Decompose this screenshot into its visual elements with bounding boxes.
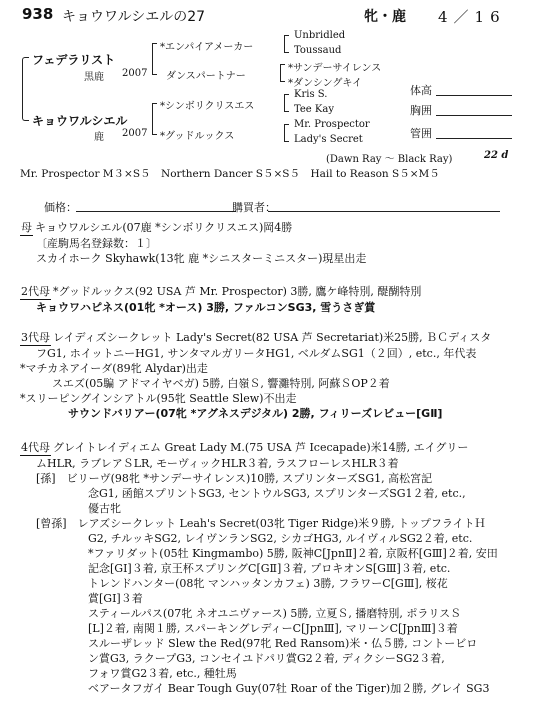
fourth-line-3: 念G1, 函館スプリントSG3, セントウルSG3, スプリンターズSG1２着, etc., xyxy=(88,487,466,500)
lot-number: 938 xyxy=(22,5,54,23)
fourth-line-13: スルーザレッド Slew the Red(97牝 Red Ransom)米・仏５勝, コントービロ xyxy=(88,637,478,650)
height-line xyxy=(436,95,512,96)
fourth-line-16: ベアータフガイ Bear Tough Guy(07牡 Roar of the Tiger)加２勝, グレイ SG3 xyxy=(88,682,490,695)
section-label: 母 xyxy=(21,221,32,234)
g3-1: Toussaud xyxy=(294,45,342,56)
dam-line-1: 〔産駒馬名登録数：１〕 xyxy=(36,237,157,250)
section-label: 2代母 xyxy=(21,285,50,298)
cannon-label: 管囲 xyxy=(410,127,432,140)
bracket xyxy=(280,64,285,82)
sire-year: 2007 xyxy=(122,68,148,79)
dam-text: キョウワルシエル(07鹿 *シンボリクリスエス)岡4勝 xyxy=(35,221,293,234)
dam-name: キョウワルシエル xyxy=(32,114,128,128)
fourth-line-12: [L]２着, 南関１勝, スパーキングレディーC[JpnⅢ], マリーンC[JpnⅢ]３着 xyxy=(88,622,458,635)
g3-4: Kris S. xyxy=(294,89,328,100)
bracket xyxy=(152,103,157,135)
sire-dam: ダンスパートナー xyxy=(166,71,246,82)
price-line xyxy=(76,211,236,212)
fourth-line-8: 記念[GⅠ]３着, 京王杯スプリングC[GⅡ]３着, プロキオンS[GⅢ]３着, etc. xyxy=(88,562,451,575)
g3-3: *ダンシングキイ xyxy=(288,78,362,89)
dam-section xyxy=(20,220,520,266)
third-line-4: *スリーピングインシアトル(95牝 Seattle Slew)不出走 xyxy=(20,392,297,405)
second-line-0 xyxy=(20,284,520,300)
third-line-1: フG1, ホイットニーHG1, サンタマルガリータHG1, ベルダムSG1（２回）, etc., 年代表 xyxy=(36,347,477,360)
bracket xyxy=(152,43,157,75)
girth-label: 胸囲 xyxy=(410,104,432,117)
dam-sire: *シンボリクリスエス xyxy=(160,101,255,112)
sire-name: フェデラリスト xyxy=(32,53,116,67)
third-text: レイディズシークレット Lady's Secret(82 USA 芦 Secretariat)米25勝, ＢＣディスタ xyxy=(53,331,492,344)
third-line-5: サウンドバリアー(07牝 *アグネスデジタル) 2勝, フィリーズレビュー[GⅡ] xyxy=(68,407,443,420)
fourth-line-0 xyxy=(20,440,520,456)
third-line-2: *マチカネアイーダ(89牝 Alydar)出走 xyxy=(20,362,208,375)
dam-line-0 xyxy=(20,220,520,236)
fourth-line-9: トレンドハンター(08牝 マンハッタンカフェ) 3勝, フラワーC[GⅢ], 桜花 xyxy=(88,577,448,590)
g3-2: *サンデーサイレンス xyxy=(288,63,382,74)
sire-sire: *エンパイアメーカー xyxy=(160,42,254,53)
dam-line-2: スカイホーク Skyhawk(13牝 鹿 *シニスターミニスター)現星出走 xyxy=(36,252,367,265)
lot-title: キョウワルシエルの27 xyxy=(62,9,206,25)
family-number: 22 d xyxy=(484,150,509,161)
fourth-text: グレイトレイディエム Great Lady M.(75 USA 芦 Icecapade)米14勝, エイグリー xyxy=(53,441,469,454)
sire-color: 黒鹿 xyxy=(84,72,104,83)
pedigree-brace xyxy=(22,57,29,121)
height-label: 体高 xyxy=(410,84,432,97)
fourth-line-15: フォワ賞G2３着, etc., 種牡馬 xyxy=(88,667,237,680)
dam-year: 2007 xyxy=(122,128,148,139)
g3-7: Lady's Secret xyxy=(294,134,363,145)
g3-0: Unbridled xyxy=(294,30,346,41)
fourth-line-2: [孫] ビリーヴ(98牝 *サンデーサイレンス)10勝, スプリンターズSG1, 高松宮記 xyxy=(36,472,433,485)
section-label: 4代母 xyxy=(21,441,50,454)
cannon-line xyxy=(436,138,512,139)
dam-dam: *グッドルックス xyxy=(160,131,235,142)
section-label: 3代母 xyxy=(21,331,50,344)
family-note: (Dawn Ray ～ Black Ray) xyxy=(326,154,453,165)
price-label: 価格： xyxy=(44,201,77,214)
second-dam-section xyxy=(20,284,520,315)
fourth-line-10: 賞[GⅠ]３着 xyxy=(88,592,143,605)
third-line-0 xyxy=(20,330,520,346)
buyer-label: 購買者： xyxy=(232,201,276,214)
bracket xyxy=(284,35,289,53)
fourth-line-4: 優古牝 xyxy=(88,502,121,515)
fourth-dam-section xyxy=(20,440,520,696)
g3-6: Mr. Prospector xyxy=(294,119,370,130)
fourth-line-5: [曾孫] レアズシークレット Leah's Secret(03牝 Tiger Ridge)米９勝, トップフライトＨ xyxy=(36,517,486,530)
sex-color: 牝・鹿 xyxy=(364,9,406,25)
dam-color: 鹿 xyxy=(94,132,104,143)
buyer-line xyxy=(268,211,500,212)
second-line-1: キョウワハピネス(01牝 *オース) 3勝, ファルコンSG3, 雪うさぎ賞 xyxy=(36,301,376,314)
bracket xyxy=(284,124,289,142)
bracket xyxy=(284,94,289,112)
fourth-line-14: ン賞G3, ラクープG3, コンセイユドパリ賞G2２着, ディクシーSG2３着, xyxy=(88,652,445,665)
fourth-line-1: ムHLR, ラブレアＳLR, モーヴィックHLR３着, ラスフローレスHLR３着 xyxy=(36,457,399,470)
girth-line xyxy=(436,115,512,116)
g3-5: Tee Kay xyxy=(294,104,334,115)
second-text: *グッドルックス(92 USA 芦 Mr. Prospector) 3勝, 鷹ケ峰特別, 醍醐特別 xyxy=(53,285,422,298)
birth-date: 4／16 xyxy=(438,8,506,26)
fourth-line-6: G2, チルッキSG2, レイヴンランSG2, シカゴHG3, ルイヴィルSG2２着, etc. xyxy=(88,532,473,545)
inbreeding-line: Mr. Prospector M３×S５ Northern Dancer S５×S５ Hail to Reason S５×M５ xyxy=(20,168,440,180)
third-line-3: スエズ(05騙 アドマイヤベガ) 5勝, 白嶺Ｓ, 響灘特別, 阿蘇ＳOP２着 xyxy=(52,377,390,390)
fourth-line-7: *ファリダット(05牡 Kingmambo) 5勝, 阪神C[JpnⅡ]２着, 京阪杯[GⅢ]２着, 安田 xyxy=(88,547,498,560)
fourth-line-11: スティールパス(07牝 ネオユニヴァース) 5勝, 立夏Ｓ, 播磨特別, ポラリスＳ xyxy=(88,607,462,620)
third-dam-section xyxy=(20,330,520,421)
